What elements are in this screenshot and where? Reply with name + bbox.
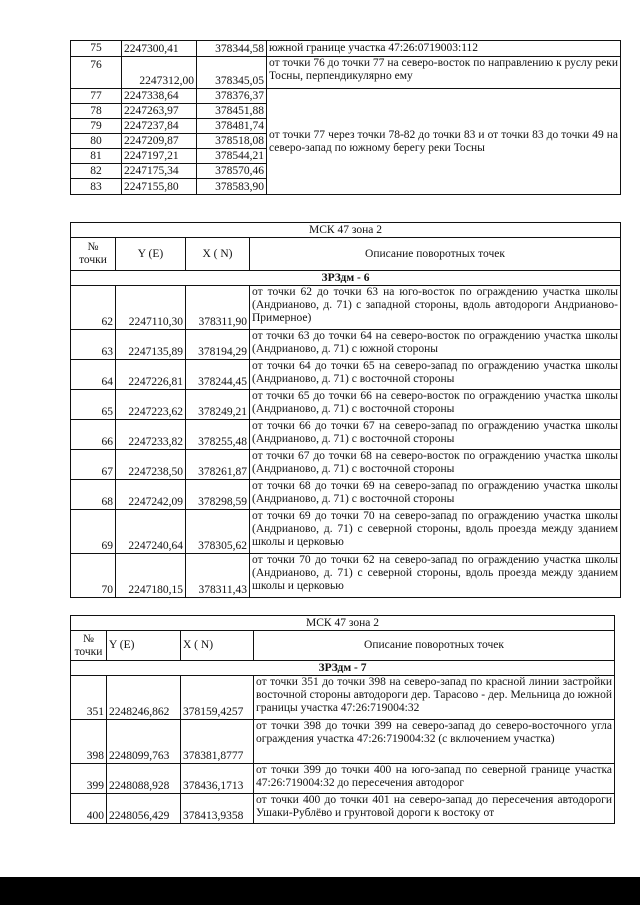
coord-y: 2247238,50 [116, 450, 186, 480]
point-description-merged: от точки 77 через точки 78-82 до точки 83 и от точки 83 до точки 49 на северо-запад по южному берегу реки Тосны [267, 89, 621, 195]
table-row [71, 420, 621, 450]
point-number: 80 [71, 134, 122, 149]
coord-y: 2247135,89 [116, 330, 186, 360]
point-description: от точки 69 до точки 70 на северо-запад по ограждению участка школы (Андрианово, д. 71) с северной стороны, вдоль проезда между зданием школы и церковью [250, 510, 621, 554]
header-description: Описание поворотных точек [250, 238, 621, 271]
point-number: 69 [71, 510, 116, 554]
point-number: 68 [71, 480, 116, 510]
point-description: от точки 62 до точки 63 на юго-восток по ограждению участка школы (Андрианово, д. 71) с западной стороны, вдоль автодороги Андрианово-Примерное) [250, 286, 621, 330]
coord-x: 378311,43 [186, 554, 250, 598]
coord-y: 2248099,763 [107, 720, 181, 764]
coord-y: 2247180,15 [116, 554, 186, 598]
point-number: 399 [71, 764, 107, 794]
point-number: 64 [71, 360, 116, 390]
coord-x: 378249,21 [186, 390, 250, 420]
coord-y: 2247240,64 [116, 510, 186, 554]
coord-y: 2247242,09 [116, 480, 186, 510]
coord-y: 2247312,00 [122, 57, 197, 89]
zone-label: ЗРЗдм - 7 [71, 661, 615, 676]
coord-y: 2247300,41 [122, 41, 197, 57]
coord-y: 2247175,34 [122, 164, 197, 179]
table-title-row [71, 223, 621, 238]
table-row [71, 764, 615, 794]
coord-x: 378298,59 [186, 480, 250, 510]
point-description: от точки 67 до точки 68 на северо-восток по ограждению участка школы (Андрианово, д. 71) с восточной стороны [250, 450, 621, 480]
point-number: 67 [71, 450, 116, 480]
table-row [71, 554, 621, 598]
zone-row [71, 271, 621, 286]
point-description: южной границе участка 47:26:0719003:112 [267, 41, 621, 57]
coord-x: 378194,29 [186, 330, 250, 360]
coord-x: 378305,62 [186, 510, 250, 554]
table-header-row [71, 631, 615, 661]
coord-y: 2247233,82 [116, 420, 186, 450]
coord-y: 2248246,862 [107, 676, 181, 720]
table-zrzdm-7 [70, 615, 615, 824]
table-row [71, 330, 621, 360]
coord-x: 378518,08 [197, 134, 267, 149]
coord-x: 378381,8777 [181, 720, 254, 764]
header-y: Y (E) [107, 631, 181, 661]
table-row [71, 794, 615, 824]
point-number: 81 [71, 149, 122, 164]
point-number: 398 [71, 720, 107, 764]
coord-x: 378481,74 [197, 119, 267, 134]
table-row [71, 286, 621, 330]
point-description: от точки 66 до точки 67 на северо-запад по ограждению участка школы (Андрианово, д. 71) с восточной стороны [250, 420, 621, 450]
table-row [71, 360, 621, 390]
point-number: 79 [71, 119, 122, 134]
table-row [71, 676, 615, 720]
coord-x: 378451,88 [197, 104, 267, 119]
coord-y: 2247110,30 [116, 286, 186, 330]
table-row [71, 450, 621, 480]
header-x: X ( N) [186, 238, 250, 271]
point-description: от точки 351 до точки 398 на северо-запад по красной линии застройки восточной стороны автодороги дер. Тарасово - дер. Мельница до южной границы участка 47:26:719004:32 [254, 676, 615, 720]
point-number: 83 [71, 179, 122, 195]
header-x: X ( N) [181, 631, 254, 661]
table-zrzdm-6 [70, 222, 621, 598]
coord-x: 378583,90 [197, 179, 267, 195]
coord-x: 378261,87 [186, 450, 250, 480]
table-title-row [71, 616, 615, 631]
coord-y: 2247223,62 [116, 390, 186, 420]
coord-x: 378436,1713 [181, 764, 254, 794]
table-continuation [70, 40, 621, 195]
coord-y: 2248088,928 [107, 764, 181, 794]
coord-x: 378376,37 [197, 89, 267, 104]
coord-x: 378413,9358 [181, 794, 254, 824]
coord-x: 378345,05 [197, 57, 267, 89]
table-row [71, 89, 621, 104]
point-number: 77 [71, 89, 122, 104]
point-description: от точки 76 до точки 77 на северо-восток по направлению к руслу реки Тосны, перпендикулярно ему [267, 57, 621, 89]
point-number: 70 [71, 554, 116, 598]
header-y: Y (E) [116, 238, 186, 271]
point-number: 351 [71, 676, 107, 720]
table-title: МСК 47 зона 2 [71, 616, 615, 631]
coord-x: 378159,4257 [181, 676, 254, 720]
point-number: 78 [71, 104, 122, 119]
table-row [71, 57, 621, 89]
point-description: от точки 399 до точки 400 на юго-запад по северной границе участка 47:26:719004:32 до пересечения автодорог [254, 764, 615, 794]
point-number: 63 [71, 330, 116, 360]
table-row [71, 510, 621, 554]
coord-x: 378244,45 [186, 360, 250, 390]
point-description: от точки 68 до точки 69 на северо-запад по ограждению участка школы (Андрианово, д. 71) с восточной стороны [250, 480, 621, 510]
point-number: 75 [71, 41, 122, 57]
point-description: от точки 398 до точки 399 на северо-запад до северо-восточного угла ограждения участка 47:26:719004:32 (с включением участка) [254, 720, 615, 764]
point-number: 82 [71, 164, 122, 179]
coord-y: 2248056,429 [107, 794, 181, 824]
coord-x: 378344,58 [197, 41, 267, 57]
point-description: от точки 65 до точки 66 на северо-восток по ограждению участка школы (Андрианово, д. 71) с восточной стороны [250, 390, 621, 420]
point-description: от точки 63 до точки 64 на северо-восток по ограждению участка школы (Андрианово, д. 71) с южной стороны [250, 330, 621, 360]
zone-row [71, 661, 615, 676]
coord-y: 2247226,81 [116, 360, 186, 390]
header-point-number: № точки [71, 238, 116, 271]
point-description: от точки 400 до точки 401 на северо-запад до пересечения автодороги Ушаки-Рублёво и грунтовой дороги к востоку от [254, 794, 615, 824]
coord-x: 378255,48 [186, 420, 250, 450]
point-description: от точки 64 до точки 65 на северо-запад по ограждению участка школы (Андрианово, д. 71) с восточной стороны [250, 360, 621, 390]
table-row [71, 720, 615, 764]
coord-y: 2247209,87 [122, 134, 197, 149]
zone-label: ЗРЗдм - 6 [71, 271, 621, 286]
coord-y: 2247197,21 [122, 149, 197, 164]
coord-y: 2247263,97 [122, 104, 197, 119]
coord-y: 2247237,84 [122, 119, 197, 134]
coord-y: 2247155,80 [122, 179, 197, 195]
coord-x: 378570,46 [197, 164, 267, 179]
header-description: Описание поворотных точек [254, 631, 615, 661]
coord-x: 378311,90 [186, 286, 250, 330]
table-row [71, 480, 621, 510]
point-number: 66 [71, 420, 116, 450]
point-number: 400 [71, 794, 107, 824]
point-number: 76 [71, 57, 122, 89]
header-point-number: № точки [71, 631, 107, 661]
scan-border-bar [0, 877, 640, 905]
point-number: 65 [71, 390, 116, 420]
coord-x: 378544,21 [197, 149, 267, 164]
table-header-row [71, 238, 621, 271]
table-row [71, 390, 621, 420]
table-title: МСК 47 зона 2 [71, 223, 621, 238]
table-row [71, 41, 621, 57]
point-number: 62 [71, 286, 116, 330]
coord-y: 2247338,64 [122, 89, 197, 104]
point-description: от точки 70 до точки 62 на северо-запад по ограждению участка школы (Андрианово, д. 71) с северной стороны, вдоль проезда между зданием школы и церковью [250, 554, 621, 598]
